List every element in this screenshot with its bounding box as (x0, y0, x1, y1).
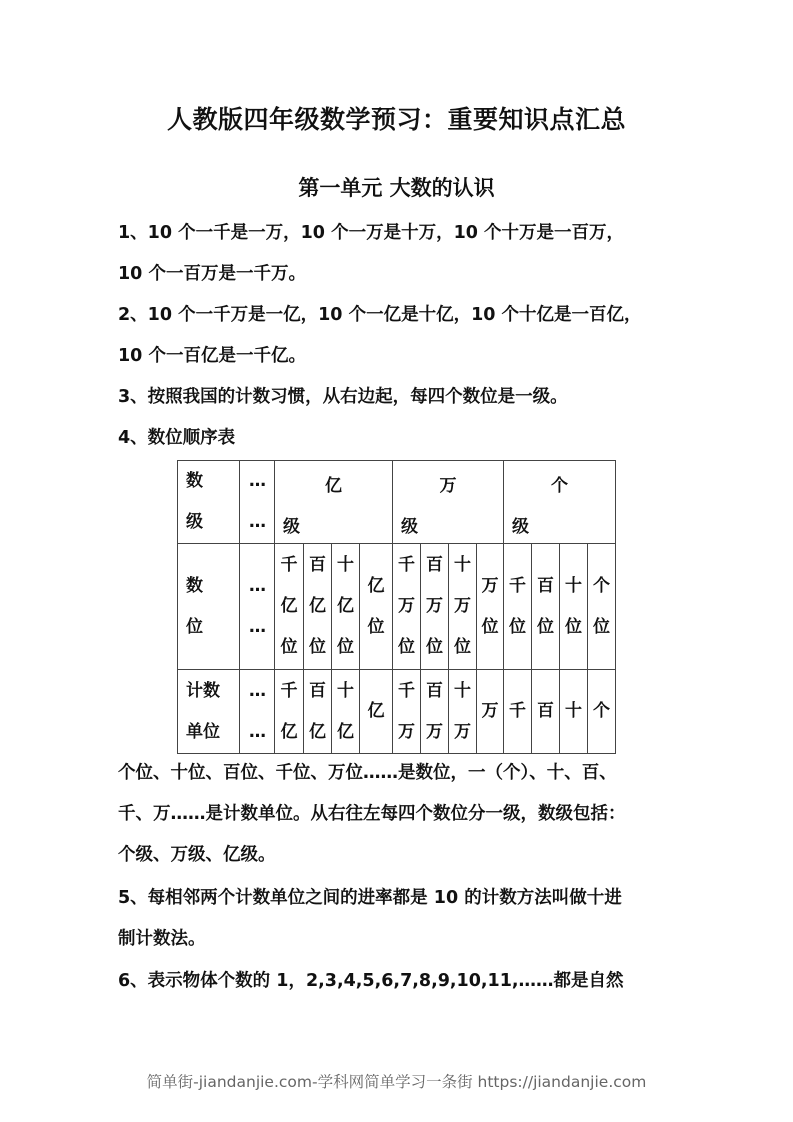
document-title: 人教版四年级数学预习：重要知识点汇总 (166, 105, 626, 134)
place-value-table (177, 460, 616, 754)
paragraph-line: 4、数位顺序表 (118, 428, 236, 448)
paragraph-line: 个位、十位、百位、千位、万位……是数位，一（个）、十、百、 (118, 763, 617, 783)
paragraph-line: 千、万……是计数单位。从右往左每四个数位分一级，数级包括： (118, 804, 626, 824)
unit-cell: 万 (477, 670, 504, 754)
paragraph-6 (118, 961, 678, 1002)
unit-cell: 十 (560, 670, 588, 754)
place-cell: 十 亿 位 (332, 544, 360, 670)
unit-cell: 百 万 (421, 670, 449, 754)
footer-watermark: 简单街-jiandanjie.com-学科网简单学习一条街 https://jiandanjie.com (146, 1073, 647, 1091)
place-cell: 十 位 (560, 544, 588, 670)
paragraph-line: 10 个一百万是一千万。 (118, 264, 306, 284)
paragraph-4-note (118, 753, 678, 876)
table-row-levels (178, 461, 616, 544)
paragraph-1 (118, 213, 678, 295)
row-header-level: 数 级 (178, 461, 240, 544)
place-cell: 千 万 位 (393, 544, 421, 670)
unit-cell: 千 万 (393, 670, 421, 754)
unit-cell: 千 亿 (275, 670, 304, 754)
ellipsis-cell: … … (240, 461, 275, 544)
unit-cell: 亿 (360, 670, 393, 754)
table-row-places (178, 544, 616, 670)
paragraph-line: 制计数法。 (118, 929, 206, 949)
level-ge: 个 级 (504, 461, 616, 544)
unit-cell: 个 (588, 670, 616, 754)
unit-cell: 百 (532, 670, 560, 754)
unit-cell: 百 亿 (304, 670, 332, 754)
paragraph-line: 3、按照我国的计数习惯，从右边起，每四个数位是一级。 (118, 387, 568, 407)
unit-cell: 十 亿 (332, 670, 360, 754)
paragraph-line: 10 个一百亿是一千亿。 (118, 346, 306, 366)
place-cell: 百 万 位 (421, 544, 449, 670)
unit-cell: 十 万 (449, 670, 477, 754)
place-cell: 十 万 位 (449, 544, 477, 670)
level-wan: 万 级 (393, 461, 504, 544)
paragraph-line: 个级、万级、亿级。 (118, 845, 276, 865)
paragraph-5 (118, 878, 678, 960)
table-row-units (178, 670, 616, 754)
row-header-place: 数 位 (178, 544, 240, 670)
unit-title: 第一单元 大数的认识 (298, 176, 495, 200)
place-cell: 百 亿 位 (304, 544, 332, 670)
paragraph-line: 1、10 个一千是一万，10 个一万是十万，10 个十万是一百万， (118, 223, 625, 243)
paragraph-4-heading (118, 418, 678, 459)
place-cell: 千 位 (504, 544, 532, 670)
paragraph-3 (118, 377, 678, 418)
paragraph-line: 6、表示物体个数的 1，2,3,4,5,6,7,8,9,10,11,……都是自然 (118, 971, 624, 991)
level-yi: 亿 级 (275, 461, 393, 544)
place-cell: 百 位 (532, 544, 560, 670)
paragraph-line: 5、每相邻两个计数单位之间的进率都是 10 的计数方法叫做十进 (118, 888, 622, 908)
ellipsis-cell: … … (240, 670, 275, 754)
place-cell: 万 位 (477, 544, 504, 670)
place-cell: 个 位 (588, 544, 616, 670)
unit-cell: 千 (504, 670, 532, 754)
paragraph-2 (118, 295, 678, 377)
row-header-unit: 计数 单位 (178, 670, 240, 754)
place-cell: 千 亿 位 (275, 544, 304, 670)
place-cell: 亿 位 (360, 544, 393, 670)
ellipsis-cell: … … (240, 544, 275, 670)
paragraph-line: 2、10 个一千万是一亿，10 个一亿是十亿，10 个十亿是一百亿， (118, 305, 642, 325)
